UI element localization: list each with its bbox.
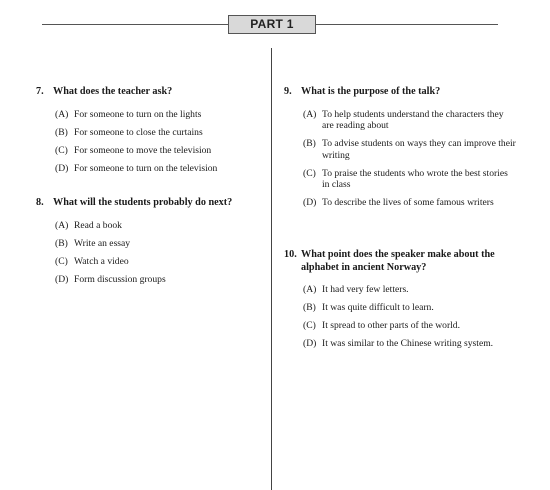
question-number: 9. xyxy=(284,86,292,97)
question-number: 7. xyxy=(36,86,44,97)
header-rule-right xyxy=(316,24,498,25)
answer-option-c[interactable] xyxy=(303,168,516,191)
question-header xyxy=(284,249,516,274)
answer-option-b[interactable] xyxy=(303,302,516,314)
answer-options xyxy=(36,109,264,175)
option-letter: (B) xyxy=(303,138,316,149)
option-text: It spread to other parts of the world. xyxy=(322,320,461,331)
answer-option-a[interactable] xyxy=(55,109,264,121)
question-9 xyxy=(284,86,516,215)
answer-option-b[interactable] xyxy=(303,138,516,161)
option-text: To advise students on ways they can improve their writing xyxy=(322,138,516,161)
option-letter: (C) xyxy=(303,167,316,179)
option-text: For someone to move the television xyxy=(74,144,212,156)
option-letter: (D) xyxy=(55,162,69,174)
part-header: PART 1 xyxy=(228,15,316,34)
answer-option-b[interactable] xyxy=(55,238,264,250)
answer-option-a[interactable] xyxy=(303,284,516,296)
option-text: Read a book xyxy=(74,219,122,231)
question-header xyxy=(36,86,264,99)
option-text: Form discussion groups xyxy=(74,273,166,285)
option-letter: (A) xyxy=(303,284,317,295)
question-text: What point does the speaker make about the alphabet in ancient Norway? xyxy=(301,249,495,273)
answer-option-c[interactable] xyxy=(55,256,264,268)
answer-option-a[interactable] xyxy=(303,109,516,132)
option-text: It was similar to the Chinese writing system. xyxy=(322,338,494,349)
option-letter: (C) xyxy=(55,144,68,156)
option-letter: (A) xyxy=(303,108,317,120)
answer-option-d[interactable] xyxy=(303,197,516,209)
option-letter: (B) xyxy=(303,302,316,313)
question-text: What is the purpose of the talk? xyxy=(301,86,441,97)
answer-option-b[interactable] xyxy=(55,127,264,139)
question-7 xyxy=(36,86,264,181)
option-letter: (A) xyxy=(55,108,69,120)
option-text: For someone to close the curtains xyxy=(74,126,203,138)
option-letter: (C) xyxy=(55,255,68,267)
answer-option-d[interactable] xyxy=(303,338,516,350)
option-text: To describe the lives of some famous writers xyxy=(322,197,494,208)
question-number: 8. xyxy=(36,197,44,208)
header-rule-left xyxy=(42,24,228,25)
option-letter: (B) xyxy=(55,126,68,138)
answer-options xyxy=(284,284,516,350)
answer-options xyxy=(284,109,516,209)
answer-option-a[interactable] xyxy=(55,220,264,232)
option-text: To praise the students who wrote the best stories in class xyxy=(322,167,508,190)
answer-option-c[interactable] xyxy=(303,320,516,332)
question-8 xyxy=(36,197,264,292)
option-letter: (C) xyxy=(303,320,316,331)
question-header xyxy=(36,197,264,210)
option-letter: (D) xyxy=(55,273,69,285)
option-letter: (B) xyxy=(55,237,68,249)
question-number: 10. xyxy=(284,249,297,260)
option-text: For someone to turn on the television xyxy=(74,162,218,174)
answer-options xyxy=(36,220,264,286)
question-text: What does the teacher ask? xyxy=(53,86,173,97)
option-text: Write an essay xyxy=(74,237,131,249)
answer-option-d[interactable] xyxy=(55,163,264,175)
option-letter: (D) xyxy=(303,197,317,208)
question-10 xyxy=(284,249,516,356)
option-text: It had very few letters. xyxy=(322,284,409,295)
answer-option-d[interactable] xyxy=(55,274,264,286)
option-text: To help students understand the characters they are reading about xyxy=(322,108,504,131)
option-letter: (D) xyxy=(303,338,317,349)
column-divider xyxy=(271,48,272,490)
option-text: It was quite difficult to learn. xyxy=(322,302,434,313)
question-header xyxy=(284,86,516,99)
answer-option-c[interactable] xyxy=(55,145,264,157)
option-text: Watch a video xyxy=(74,255,129,267)
question-text: What will the students probably do next? xyxy=(53,197,233,208)
option-letter: (A) xyxy=(55,219,69,231)
option-text: For someone to turn on the lights xyxy=(74,108,202,120)
